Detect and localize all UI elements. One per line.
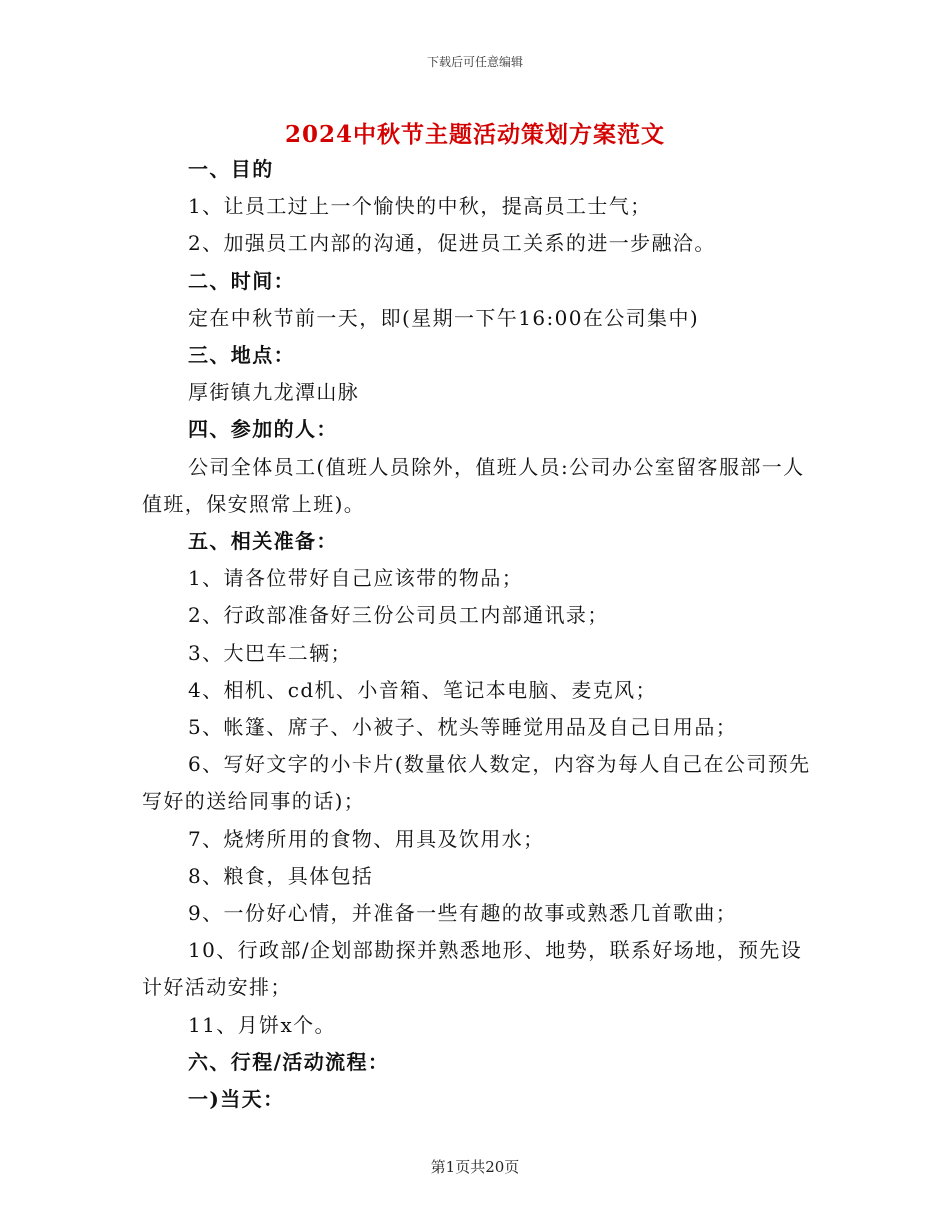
section-heading-purpose: 一、目的 — [188, 157, 274, 181]
list-item: 1、请各位带好自己应该带的物品； — [188, 566, 524, 591]
list-item: 4、相机、cd机、小音箱、笔记本电脑、麦克风； — [188, 677, 657, 702]
header-note: 下载后可任意编辑 — [426, 55, 523, 69]
section-heading-participants: 四、参加的人： — [188, 417, 338, 442]
list-item: 8、粮食，具体包括 — [188, 863, 374, 888]
list-item: 7、烧烤所用的食物、用具及饮用水； — [188, 826, 545, 851]
document-title: 2024中秋节主题活动策划方案范文 — [284, 121, 665, 148]
section-heading-preparation: 五、相关准备： — [188, 529, 338, 554]
list-item: 2、加强员工内部的沟通，促进员工关系的进一步融洽。 — [188, 231, 716, 256]
section-heading-schedule: 六、行程/活动流程： — [188, 1049, 390, 1074]
list-item: 5、帐篷、席子、小被子、枕头等睡觉用品及自己日用品； — [188, 715, 738, 740]
list-item: 10、行政部/企划部勘探并熟悉地形、地势，联系好场地，预先设计好活动安排； — [142, 938, 803, 1000]
section-text-time: 定在中秋节前一天，即(星期一下午16:00在公司集中) — [188, 305, 700, 330]
sub-heading-same-day: 一)当天： — [188, 1087, 285, 1112]
section-text-participants: 公司全体员工(值班人员除外，值班人员:公司办公室留客服部一人值班，保安照常上班)。 — [142, 454, 805, 516]
list-item: 9、一份好心情，并准备一些有趣的故事或熟悉几首歌曲； — [188, 901, 738, 926]
list-item: 2、行政部准备好三份公司员工内部通讯录； — [188, 603, 609, 628]
section-text-location: 厚街镇九龙潭山脉 — [188, 380, 360, 405]
document-body — [142, 151, 812, 1118]
list-item: 3、大巴车二辆； — [188, 640, 352, 665]
section-heading-time: 二、时间： — [188, 268, 295, 293]
section-heading-location: 三、地点： — [188, 343, 295, 368]
list-item: 6、写好文字的小卡片(数量依人数定，内容为每人自己在公司预先写好的送给同事的话)； — [142, 752, 811, 814]
page-footer: 第1页共20页 — [430, 1158, 520, 1176]
list-item: 11、月饼x个。 — [188, 1012, 336, 1037]
list-item: 1、让员工过上一个愉快的中秋，提高员工士气； — [188, 194, 652, 219]
